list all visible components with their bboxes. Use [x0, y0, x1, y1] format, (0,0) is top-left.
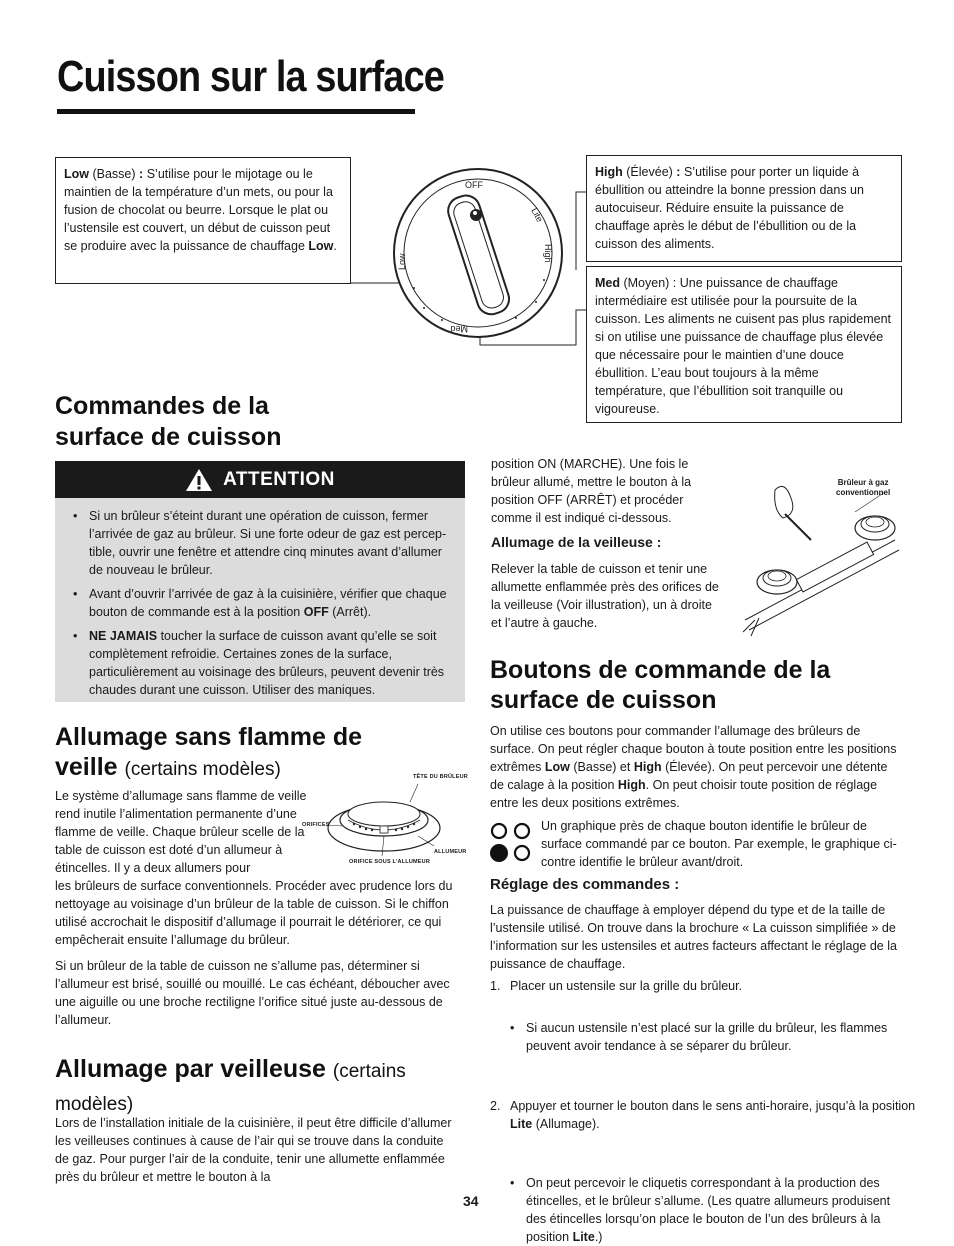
attention-label: ATTENTION [223, 468, 335, 490]
med-text: (Moyen) : Une puissance de chauffage intermédiaire est utilisée pour la poursuite de la cuisson. Les aliments ne cuisent pas plus rapidement si on utilise une puissance de chauffage plus élevée que nécessaire pour le maintien d’une douce ébullition. L’eau bout toujours à la même température, que l’ébullition soit tranquille ou vigoureuse. [595, 276, 891, 416]
attention-bar [55, 461, 465, 498]
sans-flamme-p1a: Le système d’allumage sans flamme de veille rend inutile l’alimentation permanente d’une flamme de veille. Chaque brûleur scelle de la table de cuisson est doté d’un allumeur à étincelles. Il y a deux allumers pour [55, 789, 307, 875]
veilleuse-subheading: Allumage de la veilleuse : [491, 534, 662, 550]
page-number: 34 [463, 1193, 479, 1209]
boutons-heading: Boutons de commande de la surface de cuisson [490, 656, 831, 714]
burner-label-allumeur: ALLUMEUR [434, 849, 467, 855]
par-veilleuse-heading: Allumage par veilleuse (certains modèles) [55, 1055, 406, 1115]
med-term: Med [595, 276, 620, 290]
burner-label-orifices: ORIFICES [302, 822, 330, 828]
high-term: High [595, 165, 623, 179]
control-knob-diagram [350, 160, 590, 370]
burner-label-tete: TÊTE DU BRÛLEUR [413, 774, 468, 780]
sealed-burner-diagram [298, 770, 468, 870]
burner-label-orifice-sous: ORIFICE SOUS L’ALLUMEUR [349, 859, 430, 865]
high-callout: High (Élevée) : S’utilise pour porter un liquide à ébullition ou atteindre la bonne pression dans un autocuiseur. Réduire ensuite la puissance de chauffage après le début de l’ébullition ou de la cuisson des aliments. [586, 155, 902, 262]
sans-flamme-heading: Allumage sans flamme de veille (certains modèles) [55, 723, 363, 781]
warning-icon [185, 468, 213, 492]
boutons-p1: On utilise ces boutons pour commander l’allumage des brûleurs de surface. On peut régler chaque bouton à toute position entre les positions extrêmes Low (Basse) et High (Élevée). On peut percevoir une détente de calage à la position High. On peut choisir toute position de réglage entre les deux positions extrêmes. [490, 724, 897, 810]
attention-panel [55, 498, 465, 702]
low-text: S’utilise pour le mijotage ou le maintien de la température d’un mets, ou pour la fusion de chocolat ou beurre. Lorsque le plat ou l’ustensile est couvert, un début de cuisson peut se produire avec la puissance de chauffage [64, 167, 333, 253]
sans-flamme-p2: Si un brûleur de la table de cuisson ne s’allume pas, déterminer si l’allumeur est brisé, souillé ou mouillé. Le cas échéant, déboucher avec une aiguille ou une broche rectiligne l’orifice situé juste au-dessous de l’allumeur. [55, 959, 450, 1027]
burner-position-icon [489, 821, 533, 865]
step-2-bullet: • On peut percevoir le cliquetis correspondant à la production des étincelles, et le brûleur s’allume. (Les quatre allumeurs produisent des étincelles lorsqu’on place le bouton de l’un des brûleurs à la position Lite.) [490, 1174, 900, 1246]
par-veilleuse-p1-cont: position ON (MARCHE). Une fois le brûleur allumé, mettre le bouton à la position OFF (ARRÊT) et procéder comme il est indiqué ci-dessous. [491, 457, 692, 525]
step-2: 2. Appuyer et tourner le bouton dans le sens anti-horaire, jusqu’à la position Lite (Allumage). [490, 1099, 916, 1131]
step-1: 1. Placer un ustensile sur la grille du brûleur. [490, 979, 743, 993]
par-veilleuse-p1: Lors de l’installation initiale de la cuisinière, il peut être difficile d’allumer les veilleuses continues à cause de l’air qui se trouve dans la conduite de gaz. Pour purger l’air de la conduite, tenir une allumette enflammée près du brûleur et mettre le bouton à la [55, 1116, 452, 1184]
commandes-heading: Commandes de la surface de cuisson [55, 392, 282, 451]
attention-bullet: • Si un brûleur s’éteint durant une opération de cuisson, fermer l’arrivée de gaz au brûleur. Si une forte odeur de gaz est perceptible, ouvrir une fenêtre et attendre cinq minutes avant d’allumer de nouveau le brûleur. [73, 507, 451, 579]
sans-flamme-p1b: les brûleurs de surface conventionnels. Procéder avec prudence lors du nettoyage au voisinage d’un brûleur de la table de cuisson. Si le chiffon utilisé accrochait le dispositif d’allumage il pourrait le détériorer, ce qui empêcherait ensuite l’allumage du brûleur. [55, 879, 453, 947]
boutons-p2: Un graphique près de chaque bouton identifie le brûleur de surface commandé par ce bouton. Par exemple, le graphique ci-contre identifie le brûleur avant/droit. [541, 819, 897, 869]
high-text: S’utilise pour porter un liquide à ébullition ou atteindre la bonne pression dans un autocuiseur. Réduire ensuite la puissance de chauffage après le début de l’ébullition ou de la cuisson des aliments. [595, 165, 864, 251]
attention-bullet: • NE JAMAIS toucher la surface de cuisson avant qu’elle se soit complètement refroidie. Certaines zones de la surface, particulièrement au voisinage des brûleurs, peuvent devenir très chaudes durant une cuisson. Utiliser des maniques. [73, 627, 451, 699]
attention-bullet: • Avant d’ouvrir l’arrivée de gaz à la cuisinière, vérifier que chaque bouton de commande est à la position OFF (Arrêt). [73, 585, 451, 621]
knob-label-high: High [543, 244, 553, 263]
knob-label-med: Med [450, 324, 468, 334]
title-rule [57, 109, 415, 114]
knob-label-low: Low [397, 253, 407, 270]
low-term: Low [64, 167, 89, 181]
med-callout [586, 266, 902, 423]
par-veilleuse-p2: Relever la table de cuisson et tenir une allumette enflammée près des orifices de la veilleuse (Voir illustration), un à droite et l’autre à gauche. [491, 562, 719, 630]
low-callout: Low (Basse) : S’utilise pour le mijotage ou le maintien de la température d’un mets, ou pour la fusion de chocolat ou beurre. Lorsque le plat ou l’ustensile est couvert, un début de cuisson peut se produire avec la puissance de chauffage Low. [55, 157, 351, 284]
boutons-p3: La puissance de chauffage à employer dépend du type et de la taille de l’ustensile utilisé. On trouve dans la brochure « La cuisson simplifiée » de l’information sur les ustensiles et autres facteurs affectant le réglage de la puissance de chauffage. [490, 903, 897, 971]
knob-label-off: OFF [465, 180, 483, 190]
page-title: Cuisson sur la surface [57, 52, 444, 101]
conventional-burner-label: Brûleur à gaz conventionnel [836, 478, 891, 497]
step-1-bullet: • Si aucun ustensile n’est placé sur la grille du brûleur, les flammes peuvent avoir tendance à se séparer du brûleur. [490, 1019, 900, 1055]
knob-label-lite: Lite [529, 206, 545, 224]
reglage-subheading: Réglage des commandes : [490, 876, 680, 893]
